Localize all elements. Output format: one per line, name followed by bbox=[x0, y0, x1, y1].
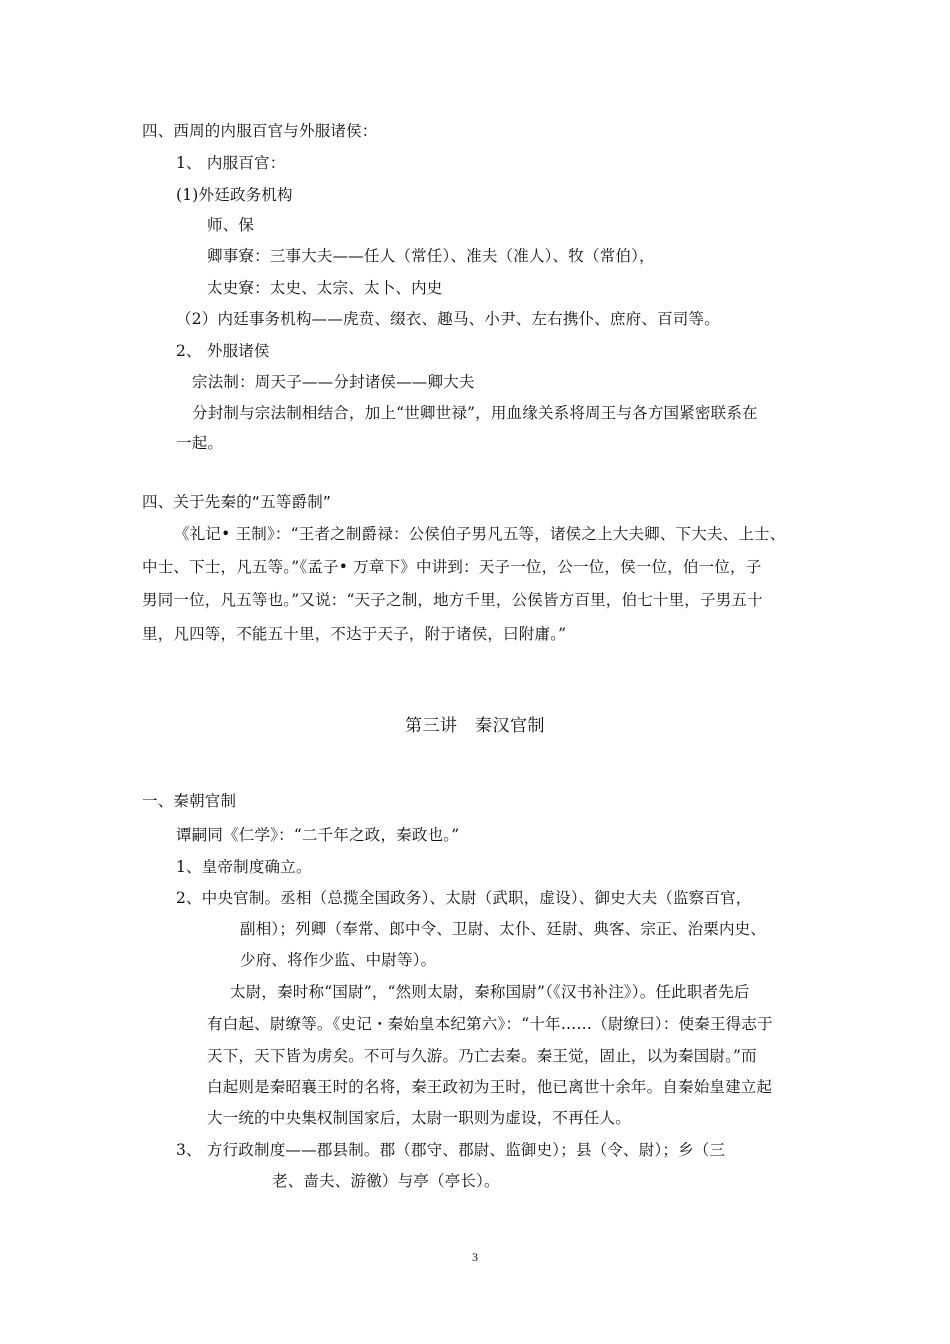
text-line: 太史寮：太史、太宗、太卜、内史 bbox=[207, 279, 443, 297]
text-line: 少府、将作少监、中尉等）。 bbox=[240, 951, 437, 969]
page-number: 3 bbox=[472, 1250, 478, 1264]
text-line: 分封制与宗法制相结合，加上“世卿世禄”，用血缘关系将周王与各方国紧密联系在 bbox=[192, 404, 758, 422]
text-line: 白起则是秦昭襄王时的名将，秦王政初为王时，他已离世十余年。自秦始皇建立起 bbox=[207, 1078, 773, 1096]
text-line: 宗法制：周天子——分封诸侯——卿大夫 bbox=[192, 373, 475, 391]
text-line: 副相）；列卿（奉常、郎中令、卫尉、太仆、廷尉、典客、宗正、治栗内史、 bbox=[240, 920, 767, 938]
text-line: 老、啬夫、游徼）与亭（亭长）。 bbox=[272, 1172, 500, 1190]
section-heading-qin: 一、秦朝官制 bbox=[142, 792, 237, 810]
text-line: (1)外廷政务机构 bbox=[176, 186, 293, 204]
section-heading-five-ranks: 四、关于先秦的“五等爵制” bbox=[142, 493, 332, 511]
text-line: 有白起、尉缭等。《史记・秦始皇本纪第六》：“十年……（尉缭曰）：使秦王得志于 bbox=[207, 1015, 773, 1033]
text-line: 男同一位，凡五等也。”又说：“天子之制，地方千里，公侯皆方百里，伯七十里，子男五十 bbox=[142, 591, 763, 609]
text-line: 3、 方行政制度——郡县制。郡（郡守、郡尉、监御史）；县（令、尉）；乡（三 bbox=[176, 1141, 726, 1159]
text-line: 1、皇帝制度确立。 bbox=[176, 858, 312, 876]
text-line: 2、中央官制。丞相（总揽全国政务）、太尉（武职，虚设）、御史大夫（监察百官， bbox=[176, 889, 752, 907]
text-line: 天下，天下皆为虏矣。不可与久游。乃亡去秦。秦王觉，固止，以为秦国尉。”而 bbox=[207, 1047, 757, 1065]
text-line: （2）内廷事务机构——虎贲、缀衣、趣马、小尹、左右携仆、庶府、百司等。 bbox=[176, 310, 720, 328]
text-line: 2、 外服诸侯 bbox=[176, 342, 270, 360]
lecture-title: 第三讲 秦汉官制 bbox=[405, 716, 545, 736]
section-heading-western-zhou: 四、西周的内服百官与外服诸侯： bbox=[142, 122, 378, 140]
text-line: 谭嗣同《仁学》：“二千年之政，秦政也。” bbox=[176, 826, 460, 844]
text-line: 师、保 bbox=[207, 216, 255, 234]
text-line: 里，凡四等，不能五十里，不达于天子，附于诸侯，曰附庸。” bbox=[142, 625, 567, 643]
text-line: 《礼记• 王制》：“王者之制爵禄：公侯伯子男凡五等，诸侯之上大夫卿、下大夫、上士、 bbox=[174, 525, 786, 543]
text-line: 1、 内服百官： bbox=[176, 154, 286, 172]
text-line: 卿事寮：三事大夫——任人（常任）、准夫（准人）、牧（常伯）， bbox=[207, 247, 655, 265]
text-line: 中士、下士，凡五等。”《孟子• 万章下》中讲到：天子一位，公一位，侯一位，伯一位，子 bbox=[142, 558, 762, 576]
text-line: 太尉，秦时称“国尉”，“然则太尉，秦称国尉”（《汉书补注》）。任此职者先后 bbox=[230, 983, 750, 1001]
text-line: 一起。 bbox=[176, 434, 224, 452]
text-line: 大一统的中央集权制国家后，太尉一职则为虚设，不再任人。 bbox=[207, 1109, 631, 1127]
